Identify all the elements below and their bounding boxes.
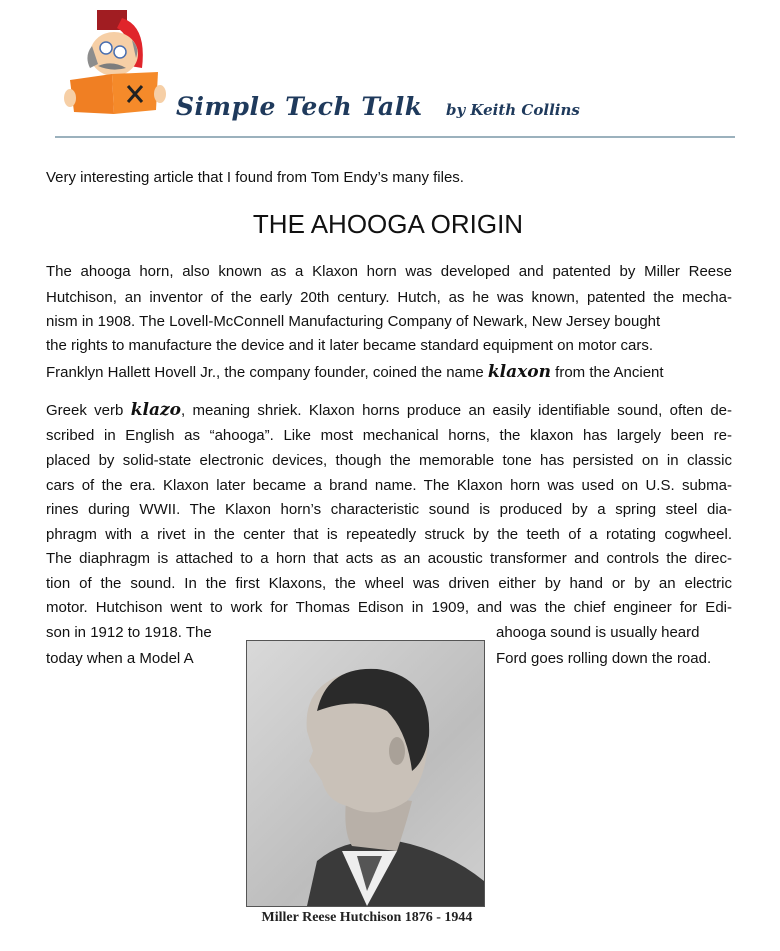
body-line: placed by solid-state electronic devices, though the memorable tone has persisted on in classic <box>46 452 732 469</box>
body-line-left: son in 1912 to 1918. The <box>46 624 212 641</box>
body-line: The ahooga horn, also known as a Klaxon horn was developed and patented by Miller Reese <box>46 263 732 280</box>
text: from the Ancient <box>551 364 664 381</box>
body-line: the rights to manufacture the device and it later became standard equipment on motor cars. <box>46 337 654 354</box>
keyword-klazo: klazo <box>130 400 181 420</box>
photo-caption: Miller Reese Hutchison 1876 - 1944 <box>261 910 473 925</box>
body-line: tion of the sound. In the first Klaxons, the wheel was driven either by hand or by an electric <box>46 575 732 592</box>
body-line-right: ahooga sound is usually heard <box>496 624 700 641</box>
text: Greek verb <box>46 402 131 419</box>
body-line: nism in 1908. The Lovell-McConnell Manufacturing Company of Newark, New Jersey bought <box>46 313 661 330</box>
portrait-photo <box>246 640 485 907</box>
mascot-logo-icon <box>62 6 172 114</box>
body-line: Hutchison, an inventor of the early 20th century. Hutch, as he was known, patented the mecha- <box>46 289 732 306</box>
keyword-klaxon: klaxon <box>487 362 551 382</box>
byline: by Keith Collins <box>446 101 580 119</box>
header-divider <box>55 136 735 138</box>
brand-title: Simple Tech Talk <box>176 92 423 121</box>
article-title: THE AHOOGA ORIGIN <box>252 209 524 239</box>
body-line-left: today when a Model A <box>46 650 194 667</box>
body-line: cars of the era. Klaxon later became a brand name. The Klaxon horn was used on U.S. subma- <box>46 477 732 494</box>
body-line-right: Ford goes rolling down the road. <box>496 650 712 667</box>
body-line <box>46 363 664 382</box>
body-line: rines during WWII. The Klaxon horn’s characteristic sound is produced by a spring steel dia- <box>46 501 732 518</box>
body-line: The diaphragm is attached to a horn that acts as an acoustic transformer and controls the direc- <box>46 550 732 567</box>
intro-text: Very interesting article that I found from Tom Endy’s many files. <box>46 169 464 186</box>
body-line: phragm with a rivet in the center that is repeatedly struck by the teeth of a rotating cogwheel. <box>46 526 732 543</box>
text: Franklyn Hallett Hovell Jr., the company founder, coined the name <box>46 364 488 381</box>
body-line <box>46 401 732 420</box>
body-line: scribed in English as “ahooga”. Like most mechanical horns, the klaxon has largely been re- <box>46 427 732 444</box>
body-line: motor. Hutchison went to work for Thomas Edison in 1909, and was the chief engineer for Edi- <box>46 599 732 616</box>
text: , meaning shriek. Klaxon horns produce an easily identifiable sound, often de- <box>180 402 732 419</box>
